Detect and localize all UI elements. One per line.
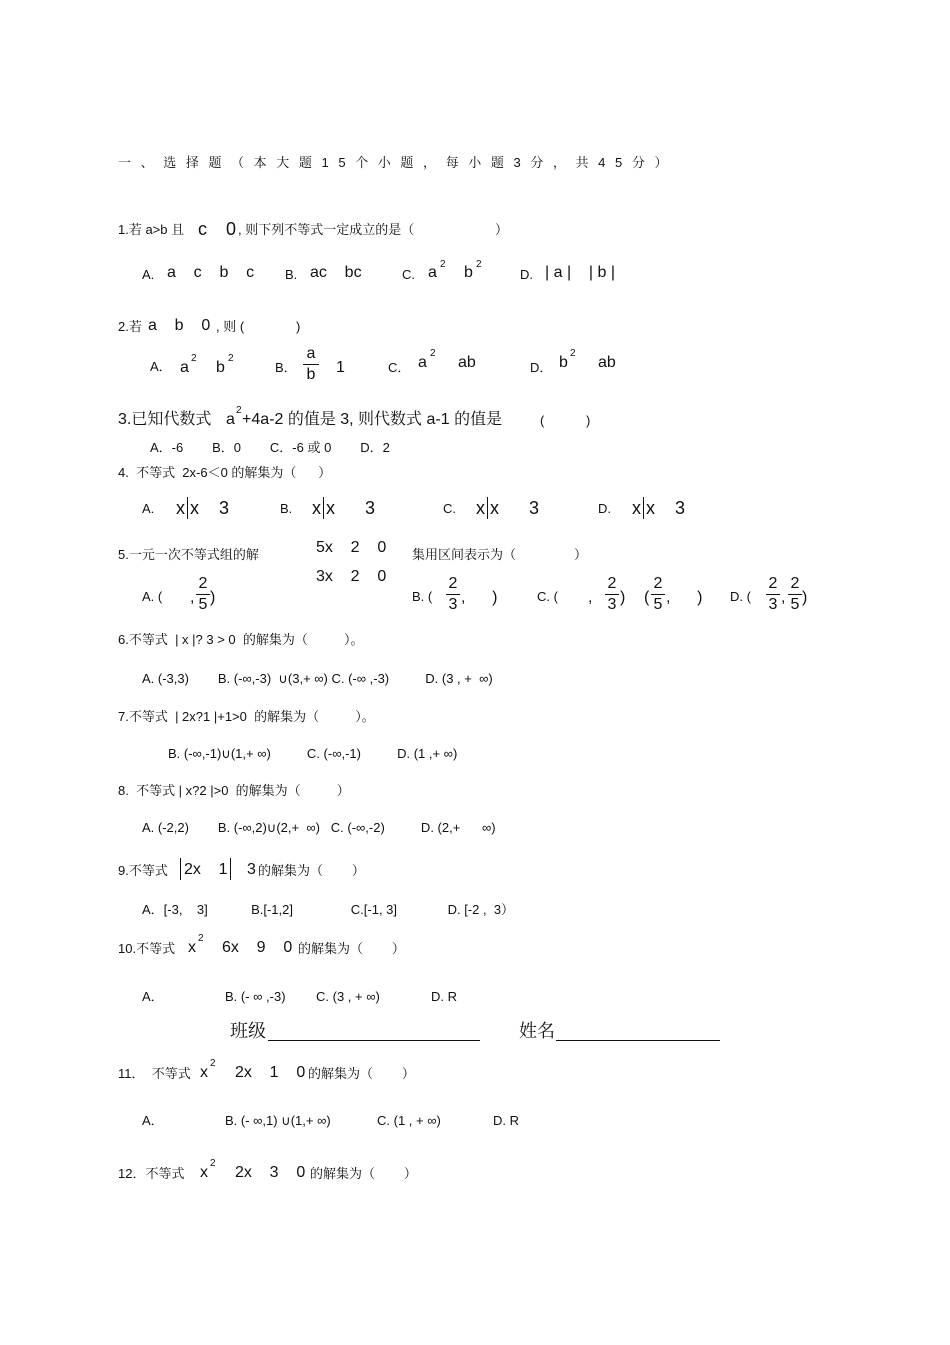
numerator: 2 xyxy=(448,575,458,592)
q2-option-c-a: a xyxy=(418,354,427,371)
q11-sup: 2 xyxy=(210,1058,216,1069)
q5-option-c-close: ) xyxy=(620,589,626,606)
q5-system-line-1: 5x 2 0 xyxy=(316,539,387,556)
q5-option-a-label: A. ( xyxy=(142,589,163,604)
abs-bar-right xyxy=(230,858,231,880)
q1-option-c-sup2: 2 xyxy=(476,259,482,270)
q6-stem: 6.不等式 | x |? 3 > 0 的解集为（ ）。 xyxy=(118,632,364,647)
numerator: 2 xyxy=(198,575,208,592)
fraction-bar xyxy=(196,594,210,595)
q4-option-d-label: D. xyxy=(598,501,611,516)
q2-stem-c: , 则 ( xyxy=(216,319,245,334)
q3-options: A．-6 B．0 C．-6 或 0 D．2 xyxy=(150,440,390,455)
q4-option-a-label: A. xyxy=(142,501,155,516)
fraction-bar xyxy=(605,594,619,595)
q1-option-b: ac bc xyxy=(310,264,362,281)
numerator: 2 xyxy=(653,575,663,592)
fraction-bar xyxy=(446,594,460,595)
denominator: 5 xyxy=(653,596,663,613)
q2-option-b-numerator: a xyxy=(306,345,316,362)
q10-stem-b: 的解集为（ ） xyxy=(298,941,405,956)
q2-option-d-sup: 2 xyxy=(570,348,576,359)
q10-x: x xyxy=(188,939,196,956)
q1-stem-a: 1.若 a>b 且 xyxy=(118,222,185,237)
q12-stem-a: 12．不等式 xyxy=(118,1166,185,1181)
q9-stem-a: 9.不等式 xyxy=(118,863,168,878)
q1-stem-b: c xyxy=(198,219,207,239)
q9-rhs: 3 xyxy=(247,861,256,878)
q12-sup: 2 xyxy=(210,1158,216,1169)
q2-option-a-sup1: 2 xyxy=(191,353,197,364)
q2-option-d-b: ab xyxy=(598,354,616,371)
q10-option-c: C. (3 , + ∞) xyxy=(316,989,380,1004)
q2-option-b-rhs: 1 xyxy=(336,359,345,376)
q8-stem: 8. 不等式 | x?2 |>0 的解集为（ ） xyxy=(118,783,350,798)
fraction-bar xyxy=(788,594,802,595)
q5-option-d-fraction-2 xyxy=(788,576,802,613)
q10-expression: 6x 9 0 xyxy=(222,939,293,956)
q3-stem-d: ( xyxy=(540,413,545,428)
q9-expression: 2x 1 xyxy=(184,861,228,878)
q10-option-a: A． xyxy=(142,989,164,1004)
q2-option-c-label: C． xyxy=(388,360,411,375)
q11-option-d: D. R xyxy=(493,1113,519,1128)
q1-option-c-sup1: 2 xyxy=(440,259,446,270)
q11-stem-b: 的解集为（ ） xyxy=(308,1066,415,1081)
q1-option-d-label: D. xyxy=(520,267,533,282)
set-divider xyxy=(487,497,488,519)
set-divider xyxy=(643,497,644,519)
q4-option-b-label: B. xyxy=(280,501,293,516)
q10-option-d: D. R xyxy=(431,989,457,1004)
q5-option-d-close: ) xyxy=(802,589,808,606)
numerator: 2 xyxy=(790,575,800,592)
q5-option-c-fraction xyxy=(605,576,619,613)
q8-options: A. (-2,2) B. (-∞,2)∪(2,+ ∞) C. (-∞,-2) D. (2,+ ∞) xyxy=(142,820,496,835)
q2-option-a-b: b xyxy=(216,359,225,376)
q7-options: B. (-∞,-1)∪(1,+ ∞) C. (-∞,-1) D. (1 ,+ ∞) xyxy=(168,746,458,761)
q5-option-c-comma: , xyxy=(588,589,593,606)
q5-stem-c: ） xyxy=(574,547,588,562)
q2-option-d-a: b xyxy=(559,354,568,371)
q4-option-c: x x 3 xyxy=(476,498,540,518)
q11-option-a: A． xyxy=(142,1113,164,1128)
q5-option-b-fraction xyxy=(446,576,460,613)
class-field[interactable] xyxy=(268,1040,480,1041)
q11-expression: 2x 1 0 xyxy=(235,1064,306,1081)
q2-option-d-label: D． xyxy=(530,360,553,375)
set-divider xyxy=(323,497,324,519)
q3-stem-sup: 2 xyxy=(236,405,242,416)
q10-option-b: B. (- ∞ ,-3) xyxy=(225,989,286,1004)
q12-stem-b: 的解集为（ ） xyxy=(310,1166,417,1181)
denominator: 3 xyxy=(768,596,778,613)
q2-option-a-a: a xyxy=(180,359,189,376)
q3-stem-c: +4a-2 的值是 3, 则代数式 a-1 的值是 xyxy=(242,411,503,428)
q5-option-b-rest: , ) xyxy=(461,589,498,606)
q11-x: x xyxy=(200,1064,208,1081)
q1-option-c-a: a xyxy=(428,264,437,281)
q5-option-d-fraction-1 xyxy=(766,576,780,613)
q9-stem-b: 的解集为（ ） xyxy=(258,863,365,878)
q2-option-a-label: A． xyxy=(150,359,172,374)
q1-option-a: a c b c xyxy=(167,264,255,281)
q11-stem-a: 11． 不等式 xyxy=(118,1066,191,1081)
abs-bar-left xyxy=(180,858,181,880)
q5-option-a-close: ) xyxy=(210,589,216,606)
numerator: 2 xyxy=(768,575,778,592)
q3-stem-e: ) xyxy=(586,413,591,428)
fraction-bar xyxy=(651,594,665,595)
q2-option-c-b: ab xyxy=(458,354,476,371)
q1-stem-c: 0 xyxy=(226,219,237,239)
q2-option-a-sup2: 2 xyxy=(228,353,234,364)
q4-option-c-label: C. xyxy=(443,501,456,516)
q5-stem-b: 集用区间表示为（ xyxy=(412,547,517,562)
q10-sup: 2 xyxy=(198,933,204,944)
q4-option-a: x x 3 xyxy=(176,498,230,518)
q4-option-b: x x 3 xyxy=(312,498,376,518)
q2-option-b-fraction xyxy=(303,346,319,383)
q1-stem-e: ） xyxy=(495,222,509,237)
q1-option-c-label: C. xyxy=(402,267,415,282)
q7-stem: 7.不等式 | 2x?1 |+1>0 的解集为（ ）。 xyxy=(118,709,375,724)
numerator: 2 xyxy=(607,575,617,592)
q4-stem: 4. 不等式 2x-6＜0 的解集为（ ） xyxy=(118,465,332,480)
q5-option-b-label: B. ( xyxy=(412,589,433,604)
denominator: 3 xyxy=(607,596,617,613)
set-divider xyxy=(187,497,188,519)
q1-option-a-label: A. xyxy=(142,267,155,282)
q2-option-b-label: B． xyxy=(275,360,297,375)
denominator: 5 xyxy=(790,596,800,613)
q5-option-c2-fraction xyxy=(651,576,665,613)
fraction-bar xyxy=(303,364,319,365)
name-label: 姓名 xyxy=(519,1021,555,1041)
q5-option-a-fraction xyxy=(196,576,210,613)
fraction-bar xyxy=(766,594,780,595)
q2-stem-b: a b 0 xyxy=(148,317,211,334)
q1-option-b-label: B. xyxy=(285,267,298,282)
q9-options: A．[-3, 3] B.[-1,2] C.[-1, 3] D. [-2 , 3） xyxy=(142,902,515,917)
denominator: 5 xyxy=(198,596,208,613)
q2-option-c-sup: 2 xyxy=(430,348,436,359)
q5-stem-a: 5.一元一次不等式组的解 xyxy=(118,547,259,562)
q2-stem-d: ) xyxy=(296,319,301,334)
q5-option-c2-open: ( xyxy=(644,589,650,606)
q3-stem-a: 3.已知代数式 xyxy=(118,411,212,428)
q2-option-b-denominator: b xyxy=(306,366,316,383)
name-field[interactable] xyxy=(556,1040,720,1041)
q5-system-line-2: 3x 2 0 xyxy=(316,568,387,585)
q1-option-d: | a | | b | xyxy=(545,264,615,281)
denominator: 3 xyxy=(448,596,458,613)
q1-option-c-b: b xyxy=(464,264,473,281)
q6-options: A. (-3,3) B. (-∞,-3) ∪(3,+ ∞) C. (-∞ ,-3) D. (3 , + ∞) xyxy=(142,671,493,686)
class-label: 班级 xyxy=(230,1021,266,1041)
q5-option-d-comma: , xyxy=(781,589,786,606)
section-title: 一 、 选 择 题 （ 本 大 题 1 5 个 小 题 ， 每 小 题 3 分 ， 共 4 5 分 ） xyxy=(118,155,668,170)
q2-stem-a: 2.若 xyxy=(118,319,142,334)
q1-stem-d: , 则下列不等式一定成立的是（ xyxy=(238,222,415,237)
q11-option-c: C. (1 , + ∞) xyxy=(377,1113,441,1128)
q4-option-d: x x 3 xyxy=(632,498,686,518)
q12-expression: 2x 3 0 xyxy=(235,1164,306,1181)
q3-stem-b: a xyxy=(226,411,235,428)
q10-stem-a: 10.不等式 xyxy=(118,941,176,956)
q11-option-b: B. (- ∞,1) ∪(1,+ ∞) xyxy=(225,1113,331,1128)
q12-x: x xyxy=(200,1164,208,1181)
q5-option-a-comma: , xyxy=(190,589,195,606)
q5-option-c-label: C. ( xyxy=(537,589,558,604)
q5-option-c2-rest: , ) xyxy=(666,589,703,606)
q5-option-d-label: D. ( xyxy=(730,589,751,604)
